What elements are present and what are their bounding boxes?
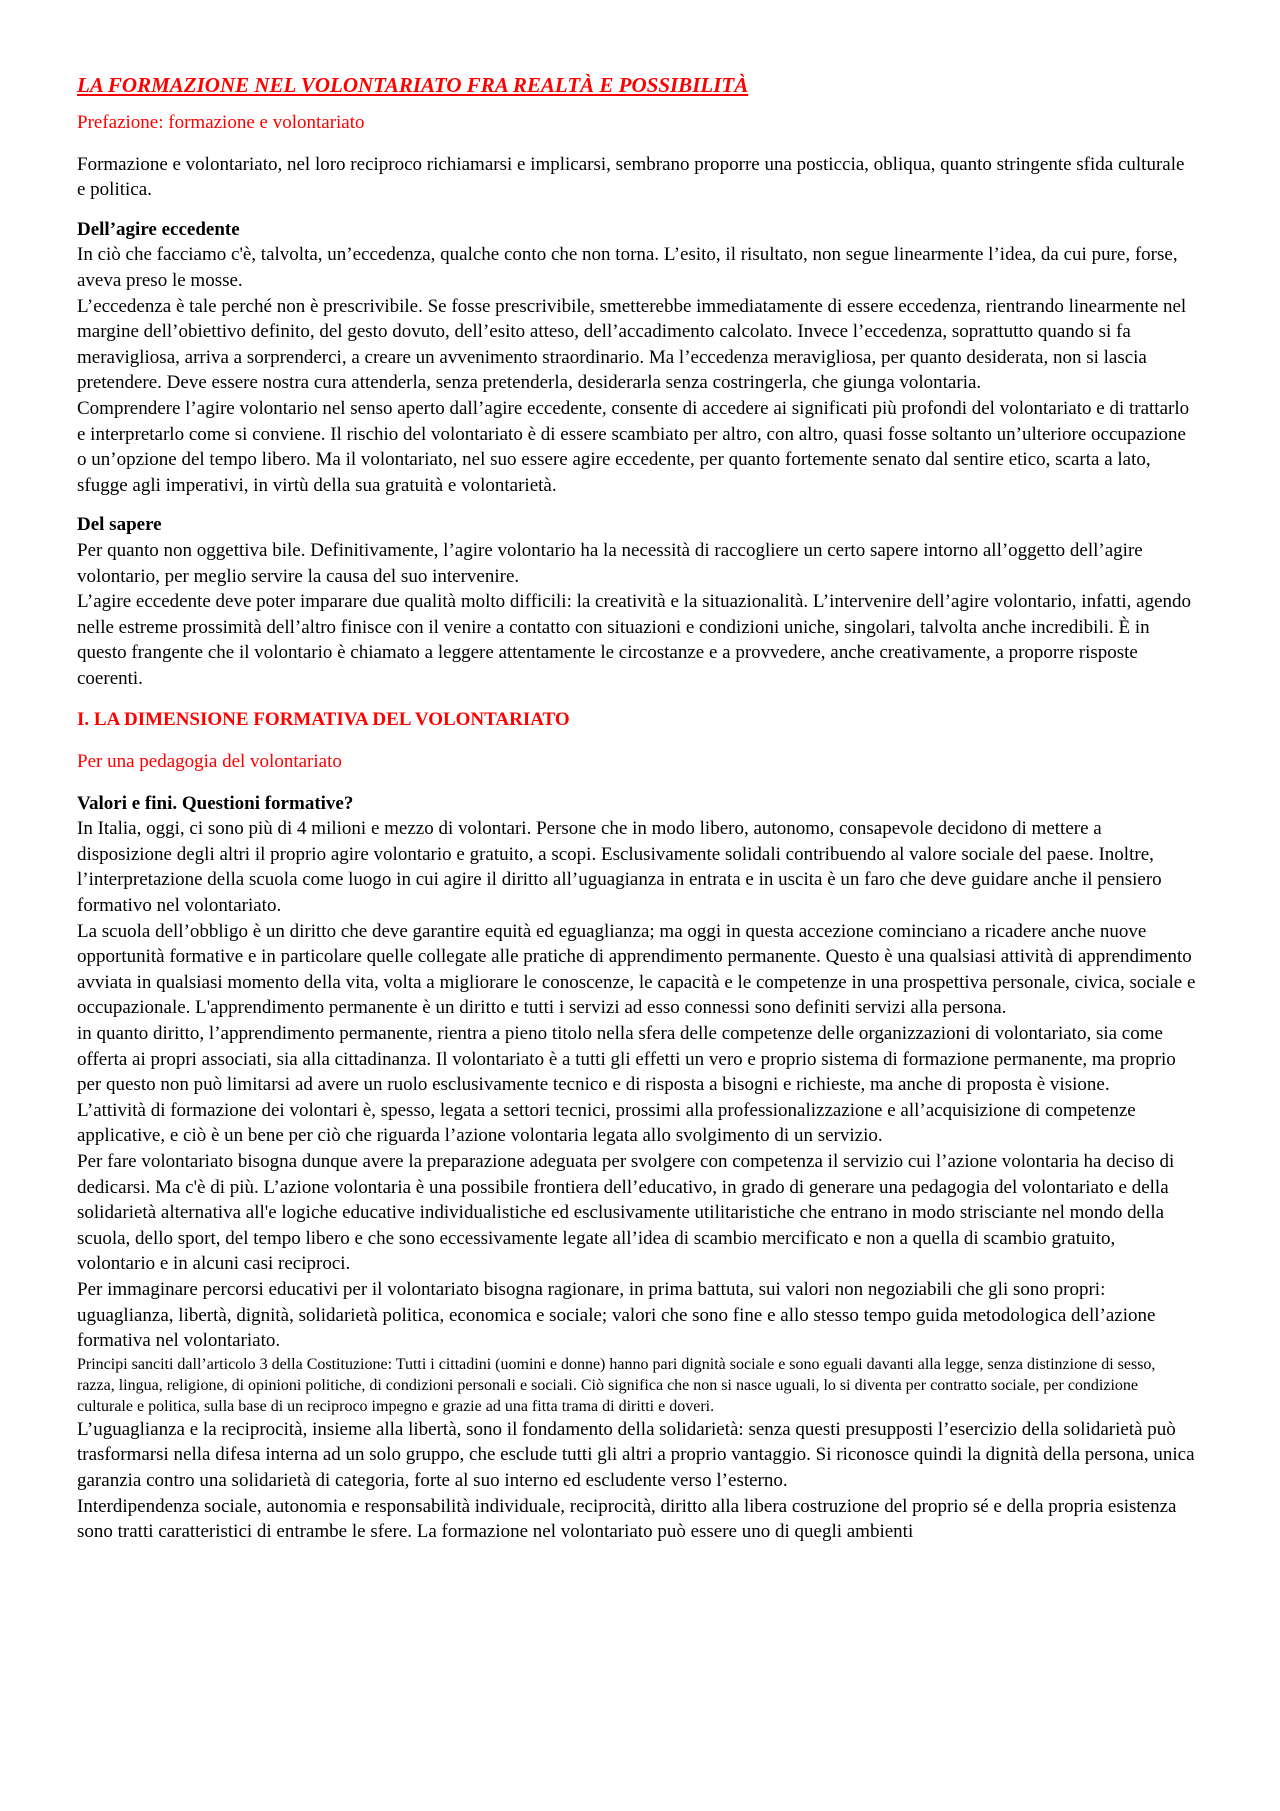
- agire-paragraph-2: L’eccedenza è tale perché non è prescrivibile. Se fosse prescrivibile, smetterebbe immediatamente di essere eccedenza, rientrando linearmente nel margine dell’obiettivo definito, del gesto dovuto, dell’esito atteso, dell’accadimento calcolato. Invece l’eccedenza, soprattutto quando si fa meravigliosa, arriva a sorprenderci, a creare un avvenimento straordinario. Ma l’eccedenza meravigliosa, per quanto desiderata, non si lascia pretendere. Deve essere nostra cura attenderla, senza pretenderla, desiderarla senza costringerla, che giunga volontaria.: [77, 295, 1187, 394]
- agire-paragraph-1: In ciò che facciamo c'è, talvolta, un’eccedenza, qualche conto che non torna. L’esito, il risultato, non segue linearmente l’idea, da cui pure, forse, aveva preso le mosse.: [77, 244, 1178, 291]
- valori-paragraph-6: Per immaginare percorsi educativi per il volontariato bisogna ragionare, in prima battuta, sui valori non negoziabili che gli sono propri: uguaglianza, libertà, dignità, solidarietà politica, economica e sociale; valori che sono fine e allo stesso tempo guida metodologica dell’azione formativa nel volontariato.: [77, 1278, 1156, 1352]
- sapere-heading: Del sapere: [77, 514, 162, 536]
- agire-heading: Dell’agire eccedente: [77, 218, 240, 240]
- sapere-section: [77, 512, 1197, 691]
- valori-paragraph-2: La scuola dell’obbligo è un diritto che deve garantire equità ed eguaglianza; ma oggi in questa accezione cominciano a ricadere anche nuove opportunità formative e in particolare quelle collegate alle pratiche di apprendimento permanente. Questo è una qualsiasi attività di apprendimento avviata in qualsiasi momento della vita, volta a migliorare le conoscenze, le capacità e le competenze in una prospettiva personale, civica, sociale e occupazionale. L'apprendimento permanente è un diritto e tutti i servizi ad esso connessi sono definiti servizi alla persona.: [77, 920, 1196, 1019]
- document-page: [77, 60, 1197, 1559]
- preface-intro: Formazione e volontariato, nel loro reciproco richiamarsi e implicarsi, sembrano proporre una posticcia, obliqua, quanto stringente sfida culturale e politica.: [77, 153, 1185, 201]
- valori-heading: Valori e fini. Questioni formative?: [77, 792, 354, 814]
- section-1-subheading: Per una pedagogia del volontariato: [77, 751, 342, 773]
- valori-section: [77, 791, 1197, 1545]
- section-1-heading: I. LA DIMENSIONE FORMATIVA DEL VOLONTARIATO: [77, 709, 570, 731]
- preface-heading: Prefazione: formazione e volontariato: [77, 112, 365, 133]
- valori-paragraph-7: L’uguaglianza e la reciprocità, insieme alla libertà, sono il fondamento della solidarietà: senza questi presupposti l’esercizio della solidarietà può trasformarsi nella difesa interna ad un solo gruppo, che esclude tutti gli altri a proprio vantaggio. Si riconosce quindi la dignità della persona, unica garanzia contro una solidarietà di categoria, forte al suo interno ed escludente verso l’esterno.: [77, 1418, 1195, 1491]
- document-title: LA FORMAZIONE NEL VOLONTARIATO FRA REALTÀ E POSSIBILITÀ: [77, 73, 749, 97]
- valori-paragraph-3: in quanto diritto, l’apprendimento permanente, rientra a pieno titolo nella sfera delle competenze delle organizzazioni di volontariato, sia come offerta ai propri associati, sia alla cittadinanza. Il volontariato è a tutti gli effetti un vero e proprio sistema di formazione permanente, ma proprio per questo non può limitarsi ad avere un ruolo esclusivamente tecnico e di risposta a bisogni e richieste, ma anche di proposta è visione.: [77, 1023, 1176, 1096]
- valori-paragraph-1: In Italia, oggi, ci sono più di 4 milioni e mezzo di volontari. Persone che in modo libero, autonomo, consapevole decidono di mettere a disposizione degli altri il proprio agire volontario e gratuito, a scopi. Esclusivamente solidali contribuendo al valore sociale del paese. Inoltre, l’interpretazione della scuola come luogo in cui agire il diritto all’uguagianza in entrata e in uscita è un faro che deve guidare anche il pensiero formativo nel volontariato.: [77, 818, 1162, 917]
- agire-section: [77, 217, 1197, 499]
- sapere-paragraph-2: L’agire eccedente deve poter imparare due qualità molto difficili: la creatività e la situazionalità. L’intervenire dell’agire volontario, infatti, agendo nelle estreme prossimità dell’altro finisce con il venire a contatto con situazioni e condizioni uniche, singolari, talvolta anche incredibili. È in questo frangente che il volontario è chiamato a leggere attentamente le circostanze e a provvedere, anche creativamente, a proporre risposte coerenti.: [77, 591, 1192, 689]
- valori-paragraph-5: Per fare volontariato bisogna dunque avere la preparazione adeguata per svolgere con competenza il servizio cui l’azione volontaria ha deciso di dedicarsi. Ma c'è di più. L’azione volontaria è una possibile frontiera dell’educativo, in grado di generare una pedagogia del volontariato e della solidarietà alternativa all'e logiche educative individualistiche ed esclusivamente utilitaristiche che entrano in modo strisciante nel mondo della scuola, dello sport, del tempo libero e che sono eccessivamente legate all’idea di scambio mercificato e non a quella di scambio gratuito, volontario e in alcuni casi reciproci.: [77, 1150, 1175, 1275]
- sapere-paragraph-1: Per quanto non oggettiva bile. Definitivamente, l’agire volontario ha la necessità di raccogliere un certo sapere intorno all’oggetto dell’agire volontario, per meglio servire la causa del suo intervenire.: [77, 539, 1143, 587]
- valori-paragraph-8: Interdipendenza sociale, autonomia e responsabilità individuale, reciprocità, diritto alla libera costruzione del proprio sé e della propria esistenza sono tratti caratteristici di entrambe le sfere. La formazione nel volontariato può essere uno di quegli ambienti: [77, 1495, 1177, 1543]
- constitution-note: Principi sanciti dall’articolo 3 della Costituzione: Tutti i cittadini (uomini e donne) hanno pari dignità sociale e sono eguali davanti alla legge, senza distinzione di sesso, razza, lingua, religione, di opinioni politiche, di condizioni personali e sociali. Ciò significa che non si nasce uguali, lo si diventa per contratto sociale, per condizione culturale e politica, sulla base di un reciproco impegno e grazie ad una fitta trama di diritti e doveri.: [77, 1355, 1156, 1415]
- agire-paragraph-3: Comprendere l’agire volontario nel senso aperto dall’agire eccedente, consente di accedere ai significati più profondi del volontariato e di trattarlo e interpretarlo come si conviene. Il rischio del volontariato è di essere scambiato per altro, con altro, quasi fosse soltanto un’ulteriore occupazione o un’opzione del tempo libero. Ma il volontariato, nel suo essere agire eccedente, per quanto fortemente senato dal sentire etico, scarta a lato, sfugge agli imperativi, in virtù della sua gratuità e volontarietà.: [77, 397, 1190, 496]
- valori-paragraph-4: L’attività di formazione dei volontari è, spesso, legata a settori tecnici, prossimi alla professionalizzazione e all’acquisizione di competenze applicative, e ciò è un bene per ciò che riguarda l’azione volontaria legata allo svolgimento di un servizio.: [77, 1099, 1136, 1147]
